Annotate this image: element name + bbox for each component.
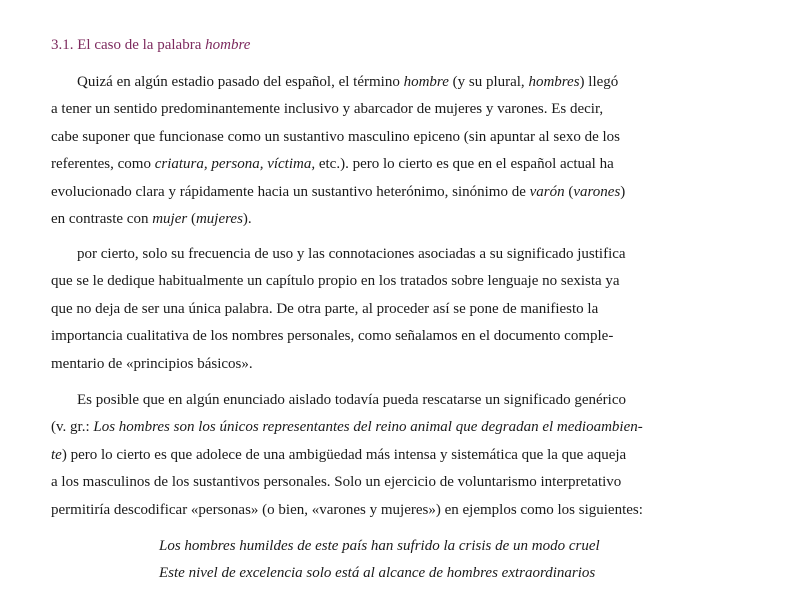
text-run: mentario de «principios básicos». — [51, 355, 253, 372]
text-run: a los masculinos de los sustantivos personales. Solo un ejercicio de voluntarismo interpretativo — [51, 474, 622, 491]
italic-term: hombre — [403, 74, 449, 90]
paragraph-2-line-3 — [51, 300, 598, 318]
paragraph-3-line-1 — [77, 391, 626, 409]
text-run: (v. gr.: — [51, 419, 94, 436]
text-run: importancia cualitativa de los nombres personales, como señalamos en el documento comple- — [51, 328, 614, 345]
example-sentence-2: Este nivel de excelencia solo está al alcance de hombres extraordinarios — [159, 565, 596, 581]
text-run: evolucionado clara y rápidamente hacia un sustantivo heterónimo, sinónimo de — [51, 183, 530, 200]
italic-term: varón — [529, 183, 565, 200]
text-run: ) llegó — [579, 74, 619, 90]
text-run: ( — [564, 183, 574, 200]
italic-term: Los hombres son los únicos representantes del reino animal que degradan el medioambien- — [93, 419, 643, 436]
paragraph-1-line-6 — [51, 210, 252, 228]
text-run: permitiría descodificar «personas» (o bien, «varones y mujeres») en ejemplos como los siguientes: — [51, 501, 643, 518]
italic-term: mujer — [152, 211, 188, 227]
section-number: 3.1. — [51, 37, 74, 53]
text-run: que no deja de ser una única palabra. De otra parte, al proceder así se pone de manifiesto la — [51, 300, 599, 317]
text-run: ) — [620, 183, 626, 200]
paragraph-3-line-2 — [51, 418, 643, 436]
example-sentence-1: Los hombres humildes de este país han sufrido la crisis de un modo cruel — [159, 538, 600, 554]
text-run: ) pero lo cierto es que adolece de una ambigüedad más intensa y sistemática que la que aqueja — [61, 446, 627, 463]
paragraph-2-line-1 — [77, 245, 626, 263]
section-title-italic: hombre — [205, 37, 251, 53]
paragraph-2-line-5 — [51, 355, 253, 373]
text-run: etc.). pero lo cierto es que en el español actual ha — [315, 156, 614, 173]
paragraph-1-line-4 — [51, 155, 614, 173]
paragraph-3-line-5 — [51, 501, 643, 519]
text-run: ( — [187, 211, 196, 227]
section-title: El caso de la palabra — [77, 37, 202, 53]
italic-term: varones — [573, 183, 621, 200]
paragraph-1-line-3 — [51, 128, 620, 146]
italic-term: te — [51, 446, 62, 463]
paragraph-2-line-4 — [51, 327, 613, 345]
text-run: Es posible que en algún enunciado aislado todavía pueda rescatarse un significado genérico — [77, 392, 626, 408]
text-run: en contraste con — [51, 211, 153, 227]
text-run: (y su plural, — [448, 74, 529, 90]
paragraph-1-line-1 — [77, 73, 618, 91]
text-run: referentes, como — [51, 156, 155, 173]
italic-term: criatura, persona, víctima, — [154, 156, 316, 173]
text-run: a tener un sentido predominantemente inclusivo y abarcador de mujeres y varones. Es decir, — [51, 101, 604, 118]
text-run: cabe suponer que funcionase como un sustantivo masculino epiceno (sin apuntar al sexo de los — [51, 128, 621, 145]
text-run: por cierto, solo su frecuencia de uso y las connotaciones asociadas a su significado justifica — [77, 246, 626, 262]
italic-term: hombres — [528, 74, 580, 90]
section-heading — [51, 37, 250, 54]
italic-term: mujeres — [195, 211, 243, 227]
text-run: ). — [242, 211, 252, 227]
paragraph-3-line-4 — [51, 473, 621, 491]
text-run: que se le dedique habitualmente un capítulo propio en los tratados sobre lenguaje no sexista ya — [51, 273, 620, 290]
paragraph-1-line-5 — [51, 183, 625, 201]
paragraph-1-line-2 — [51, 100, 603, 118]
paragraph-2-line-2 — [51, 272, 620, 290]
paragraph-3-line-3 — [51, 446, 626, 464]
text-run: Quizá en algún estadio pasado del español, el término — [77, 74, 404, 90]
